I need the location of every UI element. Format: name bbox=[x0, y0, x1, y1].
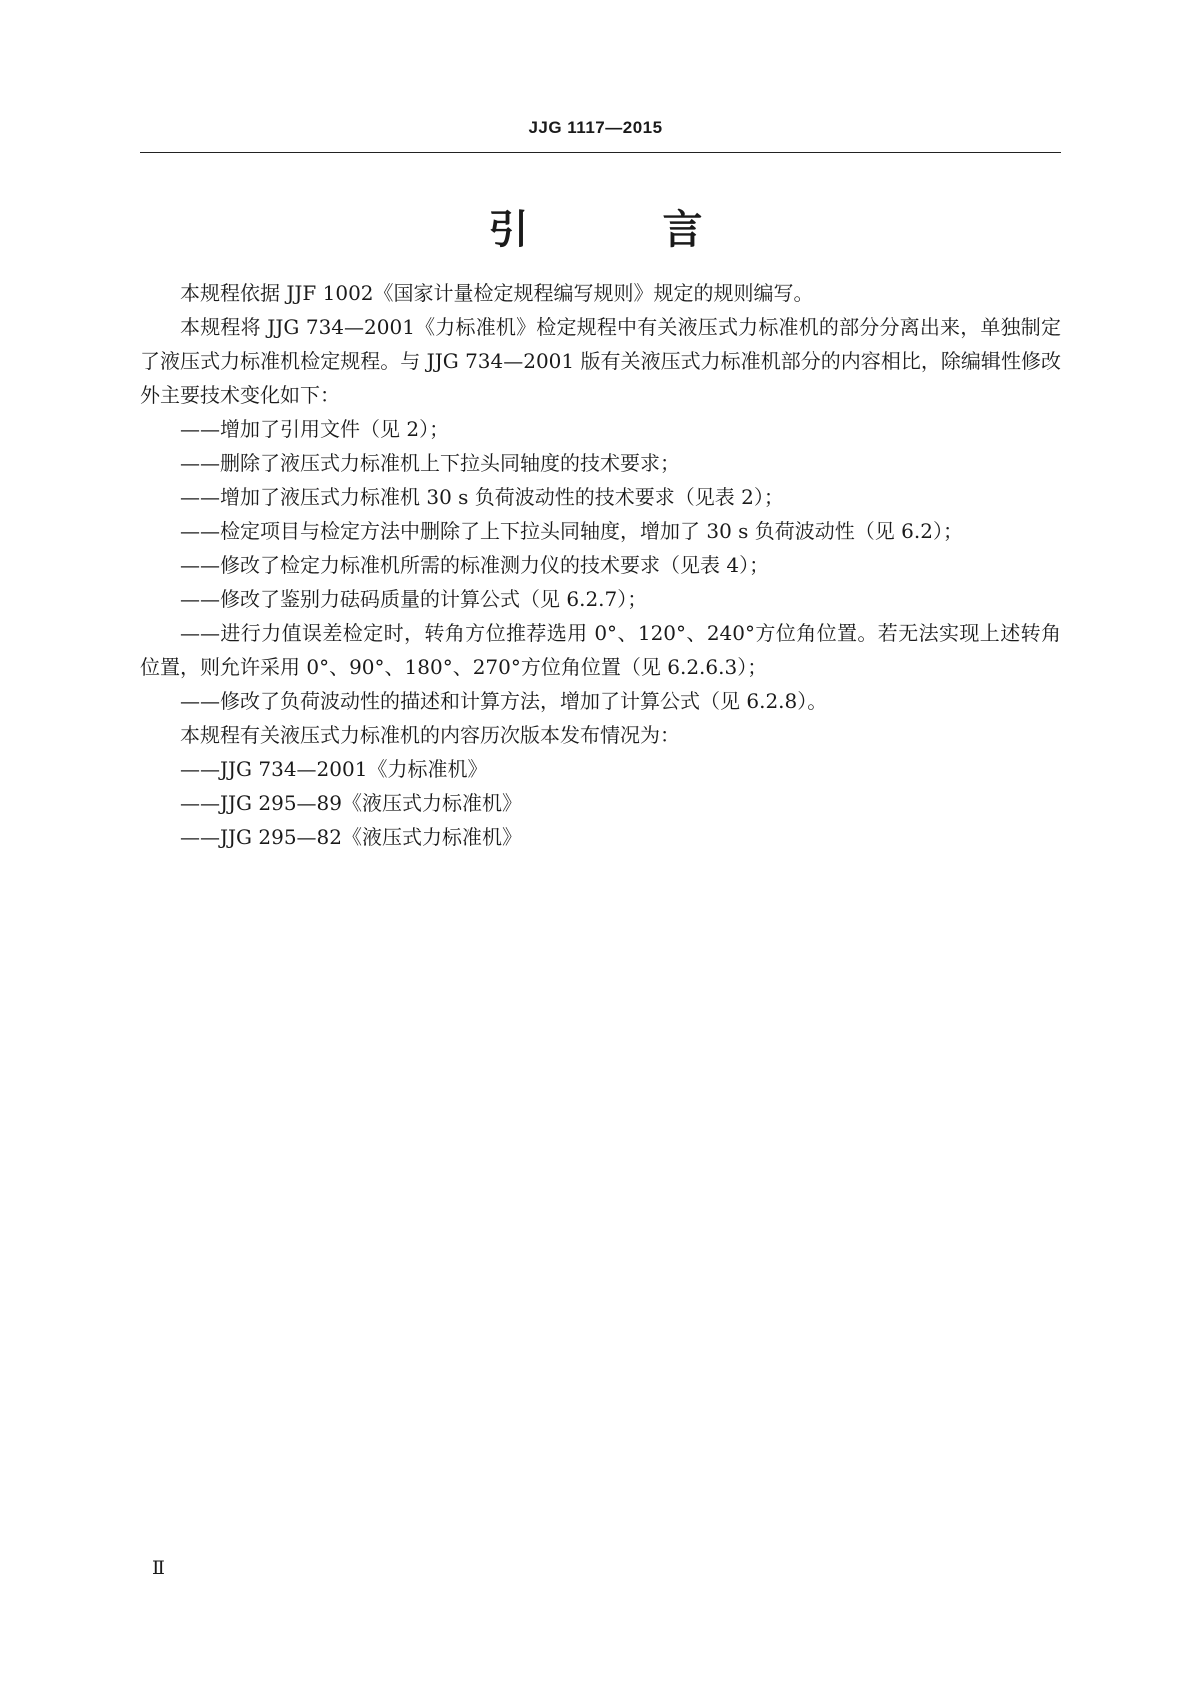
list-item-change: ——增加了液压式力标准机 30 s 负荷波动性的技术要求（见表 2）； bbox=[180, 485, 784, 509]
list-item-change: ——修改了负荷波动性的描述和计算方法，增加了计算公式（见 6.2.8）。 bbox=[180, 689, 828, 713]
list-item-change: ——增加了引用文件（见 2）； bbox=[180, 417, 450, 441]
list-item-change: ——修改了检定力标准机所需的标准测力仪的技术要求（见表 4）； bbox=[180, 553, 770, 577]
list-item-change: ——进行力值误差检定时，转角方位推荐选用 0°、120°、240°方位角位置。若无法实现上述转角位置，则允许采用 0°、90°、180°、270°方位角位置（见 6.2.6.3）； bbox=[140, 621, 1061, 679]
page-number: Ⅱ bbox=[152, 1557, 165, 1579]
list-item-version: ——JJG 295—82《液压式力标准机》 bbox=[180, 825, 522, 849]
body-text bbox=[140, 276, 1061, 854]
list-item-version: ——JJG 295—89《液压式力标准机》 bbox=[180, 791, 522, 815]
paragraph-basis: 本规程依据 JJF 1002《国家计量检定规程编写规则》规定的规则编写。 bbox=[180, 281, 814, 305]
list-item-version: ——JJG 734—2001《力标准机》 bbox=[180, 757, 488, 781]
list-item-change: ——修改了鉴别力砝码质量的计算公式（见 6.2.7）； bbox=[180, 587, 648, 611]
paragraph-history-intro: 本规程有关液压式力标准机的内容历次版本发布情况为： bbox=[180, 723, 680, 747]
list-item-change: ——删除了液压式力标准机上下拉头同轴度的技术要求； bbox=[180, 451, 680, 475]
page-title: 引 言 bbox=[488, 207, 763, 253]
header-divider bbox=[140, 152, 1061, 153]
document-code-header: JJG 1117—2015 bbox=[528, 118, 663, 137]
paragraph-changes-intro: 本规程将 JJG 734—2001《力标准机》检定规程中有关液压式力标准机的部分分离出来，单独制定了液压式力标准机检定规程。与 JJG 734—2001 版有关液压式力标准机部分的内容相比，除编辑性修改外主要技术变化如下： bbox=[140, 315, 1061, 407]
list-item-change: ——检定项目与检定方法中删除了上下拉头同轴度，增加了 30 s 负荷波动性（见 6.2）； bbox=[180, 519, 963, 543]
